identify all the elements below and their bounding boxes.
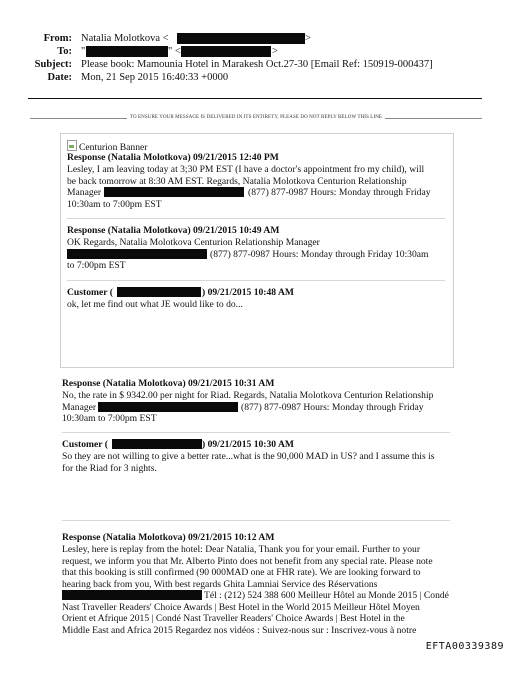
- msg1-line: 10:30am to 7:00pm EST: [67, 198, 162, 210]
- msg2-heading: Response (Natalia Molotkova) 09/21/2015 10:49 AM: [67, 225, 280, 236]
- msg5-line: So they are not willing to give a better rate...what is the 90,000 MAD in US? and I assume this is: [62, 451, 435, 462]
- date-value: Mon, 21 Sep 2015 16:40:33 +0000: [81, 72, 229, 83]
- msg3-line: ok, let me find out what JE would like to do...: [67, 299, 243, 310]
- message-separator: [62, 520, 450, 521]
- message-separator: [67, 280, 445, 281]
- msg3-heading-start: Customer (: [67, 287, 113, 298]
- msg4-line: Manager: [62, 401, 97, 413]
- msg3-heading-end: ) 09/21/2015 10:48 AM: [202, 287, 294, 298]
- from-label: From:: [43, 33, 72, 44]
- redaction-block: [112, 439, 202, 449]
- msg4-line: 10:30am to 7:00pm EST: [62, 413, 157, 424]
- date-label: Date:: [47, 72, 72, 83]
- msg6-line: Tél : (212) 524 388 600 Meilleur Hôtel au Monde 2015 | Condé: [204, 590, 449, 601]
- msg1-line: be back tomorrow at 8:30 AM EST. Regards, Natalia Molotkova Centurion Relationship: [67, 175, 407, 187]
- to-label: To:: [57, 46, 72, 57]
- msg2-line: (877) 877-0987 Hours: Monday through Friday 10:30am: [210, 248, 429, 260]
- msg4-heading: Response (Natalia Molotkova) 09/21/2015 10:31 AM: [62, 378, 275, 389]
- redaction-block: [67, 249, 207, 259]
- from-end: >: [305, 33, 311, 44]
- from-value: Natalia Molotkova <: [81, 33, 169, 44]
- to-value-open: ": [81, 46, 86, 57]
- msg6-heading: Response (Natalia Molotkova) 09/21/2015 10:12 AM: [62, 532, 275, 543]
- to-end: >: [272, 46, 278, 57]
- document-id: EFTA00339389: [425, 641, 504, 652]
- msg4-line: (877) 877-0987 Hours: Monday through Friday: [241, 401, 424, 413]
- msg5-line: for the Riad for 3 nights.: [62, 462, 157, 474]
- msg2-line: OK Regards, Natalia Molotkova Centurion Relationship Manager: [67, 237, 320, 248]
- reply-notice: [30, 114, 482, 124]
- msg1-line: Lesley, I am leaving today at 3;30 PM EST (I have a doctor's appointment fro my child), will: [67, 164, 425, 175]
- msg6-line: Lesley, here is replay from the hotel: Dear Natalia, Thank you for your email. Further to your: [62, 544, 421, 555]
- redaction-block: [181, 46, 271, 57]
- header-divider: [28, 98, 482, 99]
- msg2-line: to 7:00pm EST: [67, 260, 126, 271]
- subject-label: Subject:: [34, 59, 72, 70]
- msg6-line: Nast Traveller Readers' Choice Awards | Best Hotel in the World 2015 Meilleur Hôtel Moyen: [62, 601, 420, 613]
- msg6-line: Orient et Afrique 2015 | Condé Nast Traveller Readers' Choice Awards | Best Hotel in the: [62, 613, 405, 624]
- msg6-line: request, we inform you that Mr. Alberto Pinto does not benefit from any special rate. Please note: [62, 555, 433, 567]
- broken-image-icon: [67, 140, 77, 151]
- msg1-line: (877) 877-0987 Hours: Monday through Friday: [248, 187, 431, 198]
- message-separator: [62, 432, 450, 433]
- msg4-line: No, the rate in $ 9342.00 per night for Riad. Regards, Natalia Molotkova Centurion Relationship: [62, 390, 434, 401]
- msg6-line: Middle East and Africa 2015 Regardez nos vidéos : Suivez-nous sur : Inscrivez-vous à notre: [62, 624, 417, 636]
- msg6-line: hearing back from you, With best regards Ghita Lamniai Service des Réservations: [62, 578, 378, 590]
- to-value-mid: " <: [168, 46, 181, 57]
- redaction-block: [98, 402, 238, 412]
- redaction-block: [62, 590, 202, 600]
- msg6-line: that this booking is still confirmed (90 000MAD one at FHR rate). We are looking forward to: [62, 567, 421, 578]
- notice-text: TO ENSURE YOUR MESSAGE IS DELIVERED IN ITS ENTIRETY, PLEASE DO NOT REPLY BELOW THIS LINE: [127, 115, 385, 120]
- banner-alt-text: Centurion Banner: [79, 142, 148, 153]
- subject-value: Please book: Mamounia Hotel in Marakesh Oct.27-30 [Email Ref: 150919-000437]: [81, 59, 433, 70]
- redaction-block: [117, 287, 201, 297]
- redaction-block: [86, 46, 168, 57]
- message-separator: [67, 218, 445, 219]
- msg1-heading: Response (Natalia Molotkova) 09/21/2015 12:40 PM: [67, 152, 279, 163]
- msg1-line: Manager: [67, 187, 102, 198]
- redaction-block: [104, 187, 244, 197]
- msg5-heading-start: Customer (: [62, 439, 108, 450]
- msg5-heading-end: ) 09/21/2015 10:30 AM: [202, 439, 294, 450]
- redaction-block: [177, 33, 305, 44]
